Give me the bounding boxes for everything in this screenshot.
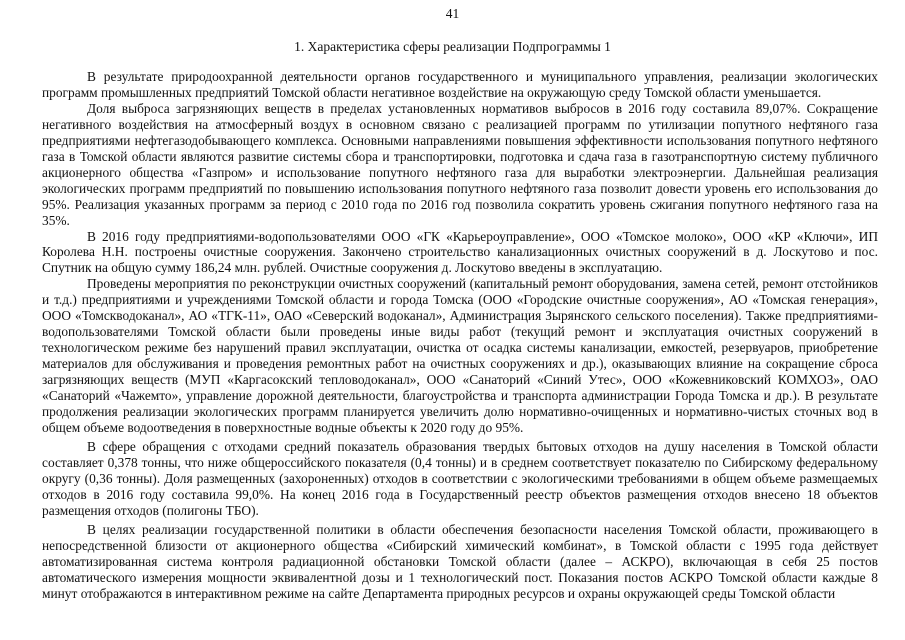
section-title: 1. Характеристика сферы реализации Подпрограммы 1 [294, 39, 611, 54]
document-body [42, 69, 878, 601]
paragraph-waste-management: В сфере обращения с отходами средний показатель образования твердых бытовых отходов на душу населения в Томской области составляет 0,378 тонны, что ниже общероссийского показателя (0,4 тонны) и в среднем соответствует показателю по Сибирскому федеральному округу (0,36 тонны). Доля размещенных (захороненных) отходов в соответствии с экологическими требованиями в общем объеме размещаемых отходов в 2016 году составила 99,0%. На конец 2016 года в Государственный реестр объектов размещения отходов внесено 18 объектов размещения отходов (полигоны ТБО). [42, 438, 878, 518]
page-number: 41 [445, 6, 460, 21]
paragraph-reconstruction: Проведены мероприятия по реконструкции очистных сооружений (капитальный ремонт оборудования, замена сетей, ремонт отстойников и т.д.) предприятиями и учреждениями Томской области и города Томска (ООО «Городские очистные сооружения», АО «Томская генерация», ООО «Томскводоканал», АО «ТГК-11», ОАО «Северский водоканал», Администрация Зырянского сельского поселения). Также предприятиями-водопользователями Томской области были проведены иные виды работ (текущий ремонт и эксплуатация очистных сооружений в технологическом режиме без нарушений правил эксплуатации, очистка от осадка системы канализации, емкостей, резервуаров, приобретение материалов для обслуживания и проведения ремонтных работ на очистных сооружениях и др.), оказывающих влияние на сокращение сброса загрязняющих веществ (МУП «Каргасокский тепловодоканал», ООО «Санаторий «Синий Утес», ООО «Кожевниковский КОМХОЗ», ОАО «Санаторий «Чажемто», управление дорожной деятельности, благоустройства и транспорта администрации Города Томска и др.). В результате продолжения реализации экологических программ планируется увеличить долю нормативно-очищенных и нормативно-чистых сточных вод в общем объеме водоотведения в поверхностные водные объекты к 2020 году до 95%. [42, 276, 878, 435]
paragraph-air-emissions: Доля выброса загрязняющих веществ в пределах установленных нормативов выбросов в 2016 году составила 89,07%. Сокращение негативного воздействия на атмосферный воздух в основном связано с реализацией программ по утилизации попутного нефтяного газа предприятиями нефтегазодобывающего комплекса. Основными направлениями повышения эффективности использования попутного нефтяного газа в Томской области являются развитие системы сбора и транспортировки, подготовка и сдача газа в газотранспортную систему публичного акционерного общества «Газпром» и использование попутного нефтяного газа для выработки электроэнергии. Дальнейшая реализация экологических программ предприятий по повышению использования попутного нефтяного газа позволит довести уровень его использования до 95%. Реализация указанных программ за период с 2010 года по 2016 год позволила сократить уровень сжигания попутного нефтяного газа на 35%. [42, 100, 878, 228]
paragraph-radiation-monitoring: В целях реализации государственной политики в области обеспечения безопасности населения Томской области, проживающего в непосредственной близости от акционерного общества «Сибирский химический комбинат», в Томской области с 1995 года действует автоматизированная система контроля радиационной обстановки Томской области (далее – АСКРО), включающая в себя 25 постов автоматического измерения мощности эквивалентной дозы и 1 технологический пост. Показания постов АСКРО Томской области каждые 8 минут отображаются в интерактивном режиме на сайте Департамента природных ресурсов и охраны окружающей среды Томской области [42, 521, 878, 601]
paragraph-treatment-facilities: В 2016 году предприятиями-водопользователями ООО «ГК «Карьероуправление», ООО «Томское молоко», ООО «КР «Ключи», ИП Королева Н.Н. построены очистные сооружения. Закончено строительство канализационных очистных сооружений в д. Лоскутово и пос. Спутник на общую сумму 186,24 млн. рублей. Очистные сооружения д. Лоскутово введены в эксплуатацию. [42, 228, 878, 276]
paragraph-environmental-impact: В результате природоохранной деятельности органов государственного и муниципального управления, реализации экологических программ промышленных предприятий Томской области негативное воздействие на окружающую среду Томской области уменьшается. [42, 69, 878, 100]
